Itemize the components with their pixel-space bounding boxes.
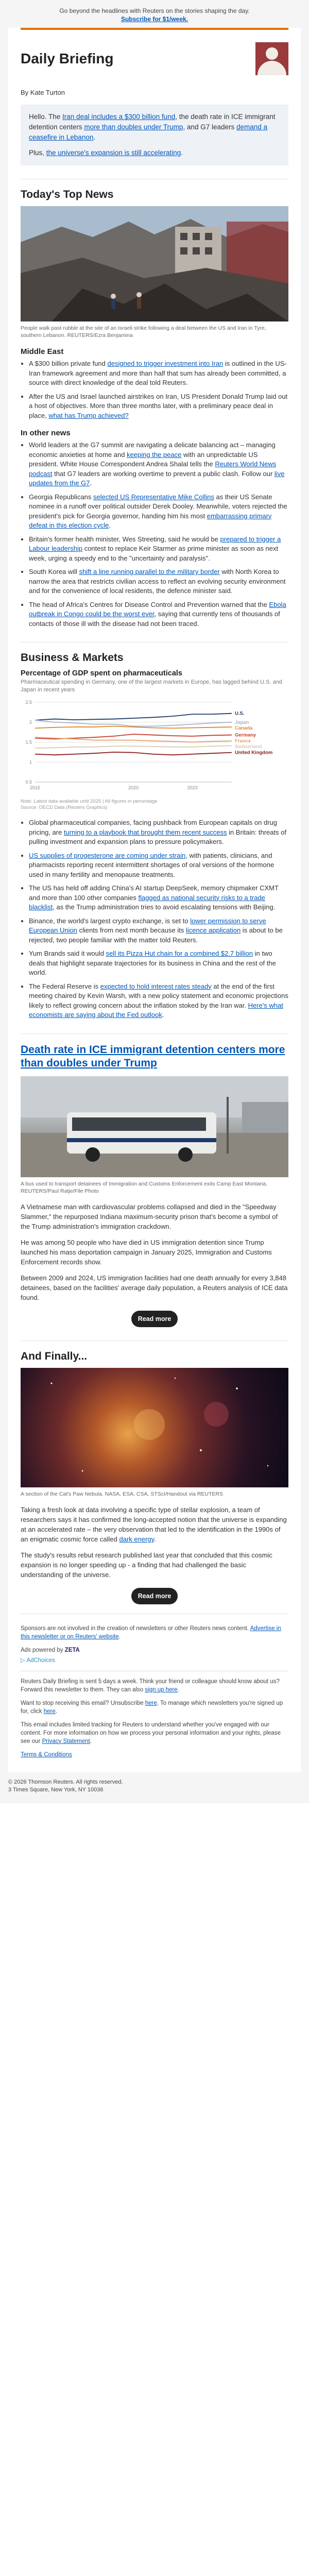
story-paragraph: Between 2009 and 2024, US immigration facilities had one death annually for every 3,848 detainees, based on the facilities' average daily population, a Reuters analysis of ICE data found.	[21, 1274, 288, 1301]
footer-paragraph: Want to stop receiving this email? Unsubscribe here. To manage which newsletters you're signed up for, click here.	[21, 1700, 283, 1715]
intro-link-ice-deaths[interactable]: more than doubles under Trump	[84, 123, 183, 131]
top-promo-bar	[0, 0, 309, 28]
sign-up-link[interactable]: sign up here	[145, 1686, 178, 1693]
adchoices-icon: ▷	[21, 1657, 27, 1664]
sponsor-note: Sponsors are not involved in the creation of newsletters or other Reuters news content. Advertise in this newsletter or on Reuters' website.	[21, 1625, 281, 1640]
series-label: Germany	[235, 732, 256, 738]
x-tick-label: 2015	[29, 785, 41, 790]
business-markets-heading: Business & Markets	[21, 642, 288, 664]
intro-box	[21, 105, 288, 165]
link-trade-blacklist[interactable]: flagged as national security risks to a trade blacklist	[29, 893, 265, 911]
zeta-logo: ZETA	[64, 1647, 80, 1653]
link-progesterone[interactable]: US supplies of progesterone are coming under strain	[29, 851, 186, 859]
other-news-heading: In other news	[21, 429, 71, 437]
footer-paragraph: Reuters Daily Briefing is sent 5 days a week. Think your friend or colleague should know about us? Forward this newsletter to them. They can also sign up here.	[21, 1678, 280, 1693]
newsletter-title: Daily Briefing	[21, 50, 114, 66]
series-label: U.S.	[235, 710, 245, 717]
list-item: • After the US and Israel launched airstrikes on Iran, US President Donald Trump laid out a host of objectives. More than three months later, with a preliminary peace deal in place, what has Trump achieved?	[29, 392, 288, 421]
story-paragraph: A Vietnamese man with cardiovascular problems collapsed and died in the "Speedway Slammer," the repurposed Indiana maximum-security prison that's become a symbol of the Trump administration's immigration crackdown.	[21, 1202, 278, 1230]
address: 3 Times Square, New York, NY 10036	[8, 1786, 104, 1793]
link-fed-outlook[interactable]: Here's what economists are saying about the Fed outlook	[29, 1001, 283, 1019]
series-label: United Kingdom	[235, 750, 273, 756]
link-g7-peace[interactable]: keeping the peace	[127, 450, 182, 459]
newsletter-card	[8, 28, 301, 1772]
link-g7-live[interactable]: live updates from the G7	[29, 469, 285, 487]
link-world-news-podcast[interactable]: Reuters World News podcast	[29, 460, 277, 478]
terms-link[interactable]: Terms & Conditions	[21, 1751, 72, 1758]
series-line-switzerland	[35, 745, 232, 748]
list-item: • A $300 billion private fund designed to trigger investment into Iran is outlined in the US-Iran framework agreement and more than half that sum has already been committed, a source with direct knowledge of the deal told Reuters.	[29, 359, 288, 388]
link-pharma-playbook[interactable]: turning to a playbook that brought them recent success	[63, 828, 227, 836]
list-item: • World leaders at the G7 summit are navigating a delicate balancing act – managing economic anxieties at home and keeping the peace with an unpredictable US president. White House Correspondent Andrea Shalal tells the Reuters World News podcast that G7 leaders are working overtime to prevent a public clash. Follow our live updates from the G7.	[29, 440, 288, 488]
intro-paragraph-plus: Plus, the universe's expansion is still accelerating.	[29, 149, 183, 157]
manage-newsletters-link[interactable]: here	[43, 1708, 56, 1715]
subscribe-link[interactable]: Subscribe for $1/week.	[121, 15, 188, 23]
list-item: • South Korea will shift a line running parallel to the military border with North Korea to narrow the area that restricts civilian access to reflect an evolving security environment and for the convenience of local residents, the defence minister said.	[29, 567, 288, 596]
middle-east-heading: Middle East	[21, 347, 64, 356]
footer	[21, 1614, 288, 1772]
byline: By Kate Turton	[21, 89, 65, 96]
intro-link-iran-fund[interactable]: Iran deal includes a $300 billion fund	[62, 113, 176, 121]
list-item: • Britain's former health minister, Wes Streeting, said he would be prepared to trigger a Labour leadership contest to replace Keir Starmer as prime minister as soon as next week, urging a speedy end to the "uncertainty and paralysis".	[29, 535, 288, 564]
link-primary-defeat[interactable]: embarrassing primary defeat in this election cycle	[29, 512, 272, 529]
promo-text: Go beyond the headlines with Reuters on the stories shaping the day.	[59, 7, 250, 14]
copyright: © 2026 Thomson Reuters. All rights reserved.	[8, 1778, 123, 1785]
y-tick-label: 0.5	[25, 779, 32, 785]
advertise-link[interactable]: Advertise in this newsletter or on Reuters' website	[21, 1625, 281, 1640]
y-tick-label: 2	[29, 719, 32, 725]
series-line-france	[35, 737, 232, 742]
link-mike-collins[interactable]: selected US Representative Mike Collins	[93, 493, 214, 501]
link-trump-achieved[interactable]: what has Trump achieved?	[48, 411, 129, 419]
story-title-link[interactable]: Death rate in ICE immigrant detention centers more than doubles under Trump	[21, 1033, 288, 1070]
markets-list	[21, 818, 288, 1020]
chart-title: Percentage of GDP spent on pharmaceuticals	[21, 669, 182, 677]
x-tick-label: 2023	[187, 785, 198, 790]
intro-link-lebanon[interactable]: demand a ceasefire in Lebanon	[29, 123, 268, 141]
tyre-rubble-photo	[21, 206, 288, 321]
nebula-photo-caption: A section of the Cat's Paw Nebula. NASA, ESA, CSA, STScI/Handout via REUTERS	[21, 1490, 224, 1497]
and-finally-heading: And Finally...	[21, 1341, 288, 1363]
intro-paragraph: Hello. The Iran deal includes a $300 billion fund, the death rate in ICE immigrant detention centers more than doubles under Trump, and G7 leaders demand a ceasefire in Lebanon.	[29, 113, 276, 141]
series-line-u-s-	[35, 714, 232, 720]
unsubscribe-link[interactable]: here	[145, 1700, 157, 1706]
footer-paragraph: This email includes limited tracking for Reuters to understand whether you've engaged with our content. For more information on how we process your personal information and your rights, please see our Privacy Statement.	[21, 1721, 281, 1744]
x-tick-label: 2020	[128, 785, 139, 790]
series-label: Canada	[235, 725, 253, 731]
link-korea-border[interactable]: shift a line running parallel to the military border	[79, 568, 220, 575]
privacy-statement-link[interactable]: Privacy Statement	[42, 1738, 90, 1744]
series-label: France	[235, 738, 251, 744]
link-binance-eu[interactable]: lower permission to serve European Union	[29, 917, 266, 934]
series-line-united-kingdom	[35, 752, 232, 755]
top-news-photo-caption: People walk past rubble at the site of an Israeli strike following a deal between the US and Iran in Tyre, southern Lebanon. REUTERS/Ezra Benjamina	[21, 325, 266, 338]
list-item: • Global pharmaceutical companies, facing pushback from European capitals on drug pricing, are turning to a playbook that brought them recent success in Britain: threats of pulling investment and expansion plans to pressure policymakers.	[29, 818, 288, 847]
link-pizza-hut[interactable]: sell its Pizza Hut chain for a combined $2.7 billion	[106, 950, 253, 957]
chart-subtitle: Pharmaceutical spending in Germany, one of the largest markets in Europe, has lagged behind U.S. and Japan in recent years	[21, 679, 282, 693]
copyright-block	[0, 1772, 309, 1803]
adchoices[interactable]: ▷ AdChoices	[21, 1657, 56, 1664]
finally-paragraph: The study's results rebut research published last year that concluded that this cosmic expansion is no longer speeding up - a finding that had challenged the basic understanding of the universe.	[21, 1551, 272, 1579]
link-licence-application[interactable]: licence application	[185, 926, 241, 934]
list-item: • Yum Brands said it would sell its Pizza Hut chain for a combined $2.7 billion in two deals that highlight separate trajectories for its business in China and the rest of the world.	[29, 949, 288, 978]
pharma-gdp-chart	[21, 697, 288, 795]
ads-powered: Ads powered by ZETA	[21, 1647, 80, 1653]
top-news-heading: Today's Top News	[21, 179, 288, 201]
other-news-list	[21, 440, 288, 629]
y-tick-label: 2.5	[25, 700, 32, 705]
series-line-japan	[35, 720, 232, 726]
intro-link-universe[interactable]: the universe's expansion is still accelerating	[46, 149, 181, 157]
y-tick-label: 1.5	[25, 739, 32, 745]
list-item: • Binance, the world's largest crypto exchange, is set to lower permission to serve European Union clients from next month because its licence application is about to be rejected, two people familiar with the matter told Reuters.	[29, 917, 288, 945]
story-paragraph: He was among 50 people who have died in US immigration detention since Trump launched his mass deportation campaign in January 2025, Immigration and Customs Enforcement records show.	[21, 1238, 272, 1266]
middle-east-list	[21, 359, 288, 420]
terms-row	[21, 1751, 288, 1759]
link-fed-rates[interactable]: expected to hold interest rates steady	[100, 982, 212, 990]
ice-bus-photo	[21, 1076, 288, 1177]
link-ebola[interactable]: Ebola outbreak in Congo could be the worst ever	[29, 600, 286, 618]
list-item: • US supplies of progesterone are coming under strain, with patients, clinicians, and pharmacists reporting recent intermittent shortages of oral versions of the hormone used in many fertility and menopause treatments.	[29, 851, 288, 880]
y-tick-label: 1	[29, 759, 32, 765]
author-avatar	[255, 42, 288, 75]
list-item: • Georgia Republicans selected US Representative Mike Collins as their US Senate nominee in a runoff over political outsider Derek Dooley. Meanwhile, voters rejected the president's pick for Georgia governor, handing him his most embarrassing primary defeat in this election cycle.	[29, 493, 288, 531]
story-photo-caption: A bus used to transport detainees of Immigration and Customs Enforcement exits Camp East Montana. REUTERS/Paul Ratje/File Photo	[21, 1180, 268, 1194]
link-labour-leadership[interactable]: prepared to trigger a Labour leadership	[29, 535, 281, 552]
link-dark-energy[interactable]: dark energy	[119, 1535, 154, 1543]
series-label: Japan	[235, 719, 249, 725]
series-label: Switzerland	[235, 744, 262, 750]
list-item: • The US has held off adding China's AI startup DeepSeek, memory chipmaker CXMT and more than 100 other companies flagged as national security risks to a trade blacklist, as the Trump administration tries to avoid escalating tensions with Beijing.	[29, 884, 288, 912]
nebula-photo	[21, 1368, 288, 1487]
finally-read-more-button[interactable]: Read more	[131, 1588, 178, 1604]
finally-paragraph: Taking a fresh look at data involving a specific type of stellar explosion, a team of researchers says it has confirmed the long-accepted notion that the universe is expanding at an accelerated rate – the very observation that led to the identification in the 1990s of an enigmatic cosmic force called dark energy.	[21, 1505, 287, 1543]
newsletter-header	[21, 28, 288, 83]
list-item: • The Federal Reserve is expected to hold interest rates steady at the end of the first meeting chaired by Kevin Warsh, with a new policy statement and economic projections likely to reflect growing concern about the inflation stoked by the Iran war. Here's what economists are saying about the Fed outlook.	[29, 982, 288, 1020]
chart-note: Note: Latest data available until 2025 | All figures in percentage Source: OECD Data (Reuters Graphics)	[21, 799, 158, 810]
link-iran-investment[interactable]: designed to trigger investment into Iran	[107, 360, 224, 367]
list-item: • The head of Africa's Centres for Disease Control and Prevention warned that the Ebola outbreak in Congo could be the worst ever, saying that currently tens of thousands of contacts of those ill with the disease had not been traced.	[29, 600, 288, 629]
story-read-more-button[interactable]: Read more	[131, 1311, 178, 1327]
